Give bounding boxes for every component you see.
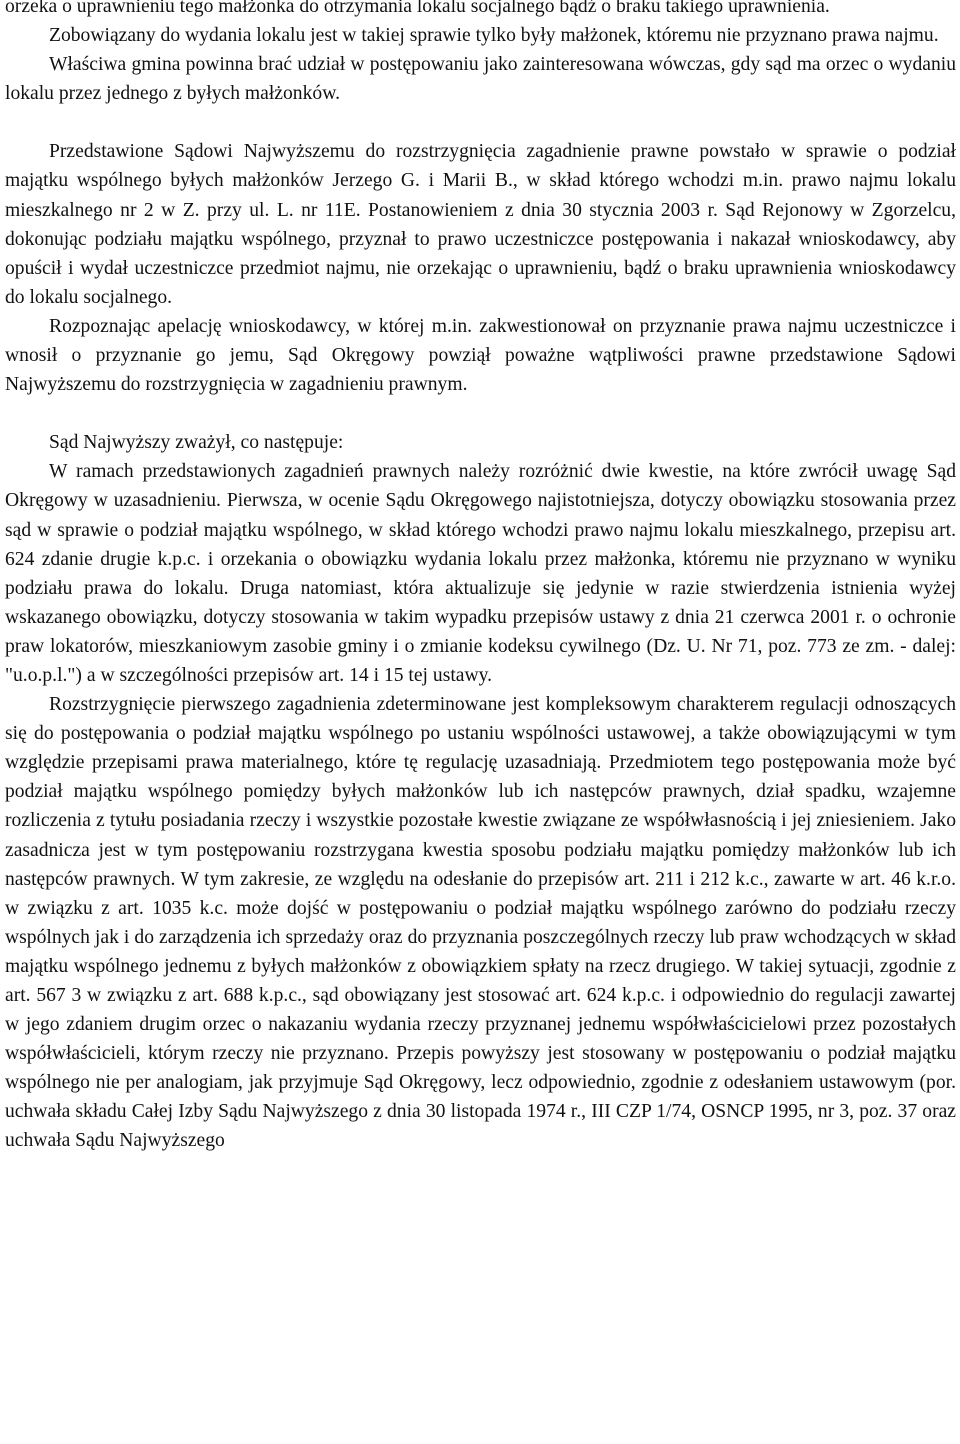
paragraph-court-considered: Sąd Najwyższy zważył, co następuje: — [49, 432, 344, 454]
paragraph-two-issues: W ramach przedstawionych zagadnień prawnych należy rozróżnić dwie kwestie, na które zwrócił uwagę Sąd Okręgowy w uzasadnieniu. Pierwsza, w ocenie Sądu Okręgowego najistotniejsza, dotyczy obowiązku stosowania przez sąd w sprawie o podział majątku wspólnego, w skład którego wchodzi prawo najmu lokalu mieszkalnego, przepisu art. 624 zdanie drugie k.p.c. i orzekania o obowiązku wydania lokalu przez małżonka, któremu nie przyznano w wyniku podziału prawa do lokalu. Druga natomiast, która aktualizuje się jedynie w razie stwierdzenia istnienia wyżej wskazanego obowiązku, dotyczy stosowania w takim wypadku przepisów ustawy z dnia 21 czerwca 2001 r. o ochronie praw lokatorów, mieszkaniowym zasobie gminy i o zmianie kodeksu cywilnego (Dz. U. Nr 71, poz. 773 ze zm. - dalej: "u.o.p.l.") a w szczególności przepisów art. 14 i 15 tej ustawy. — [5, 461, 956, 686]
paragraph-continuation: orzeka o uprawnieniu tego małżonka do otrzymania lokalu socjalnego bądź o braku takiego uprawnienia. — [5, 0, 830, 17]
paragraph-first-issue-resolution: Rozstrzygnięcie pierwszego zagadnienia zdeterminowane jest kompleksowym charakterem regulacji odnoszących się do postępowania o podział majątku wspólnego po ustaniu wspólności ustawowej, a także obowiązującymi w tym względzie przepisami prawa materialnego, które tę regulację uzasadniają. Przedmiotem tego postępowania może być podział majątku wspólnego pomiędzy byłych małżonków lub ich następców prawnych, dział spadku, wzajemne rozliczenia z tytułu posiadania rzeczy i wszystkie pozostałe kwestie związane ze współwłasnością i jej zniesieniem. Jako zasadnicza jest w tym postępowaniu rozstrzygana kwestia sposobu podziału majątku pomiędzy małżonków lub ich następców prawnych. W tym zakresie, ze względu na odesłanie do przepisów art. 211 i 212 k.c., zawarte w art. 46 k.r.o. w związku z art. 1035 k.c. może dojść w postępowaniu o podział majątku wspólnego zarówno do podziału rzeczy wspólnych jak i do zarządzenia ich sprzedaży oraz do przyznania poszczególnych rzeczy lub praw wchodzących w skład majątku wspólnego jednemu z byłych małżonków z obowiązkiem spłaty na rzecz drugiego. W takiej sytuacji, zgodnie z art. 567 3 w związku z art. 688 k.p.c., sąd obowiązany jest stosować art. 624 k.p.c. i odpowiednio do regulacji zawartej w jego zdaniem drugim orzec o nakazaniu wydania rzeczy przyznanej jednemu współwłaścicielowi przez pozostałych współwłaścicieli, którym rzeczy nie przyznano. Przepis powyższy jest stosowany w postępowaniu o podział majątku wspólnego nie per analogiam, jak przyjmuje Sąd Okręgowy, lecz odpowiednio, zgodnie z odesłaniem ustawowym (por. uchwała składu Całej Izby Sądu Najwyższego z dnia 30 listopada 1974 r., III CZP 1/74, OSNCP 1995, nr 3, poz. 37 oraz uchwała Sądu Najwyższego — [5, 694, 956, 1152]
paragraph-municipality: Właściwa gmina powinna brać udział w postępowaniu jako zainteresowana wówczas, gdy sąd ma orzec o wydaniu lokalu przez jednego z byłych małżonków. — [5, 54, 956, 105]
paragraph-obligated-party: Zobowiązany do wydania lokalu jest w takiej sprawie tylko były małżonek, któremu nie przyznano prawa najmu. — [49, 25, 939, 47]
paragraph-appeal: Rozpoznając apelację wnioskodawcy, w której m.in. zakwestionował on przyznanie prawa najmu uczestniczce i wnosił o przyznanie go jemu, Sąd Okręgowy powziął poważne wątpliwości prawne przedstawione Sądowi Najwyższemu do rozstrzygnięcia w zagadnieniu prawnym. — [5, 315, 956, 396]
paragraph-case-facts: Przedstawione Sądowi Najwyższemu do rozstrzygnięcia zagadnienie prawne powstało w sprawie o podział majątku wspólnego byłych małżonków Jerzego G. i Marii B., w skład którego wchodzi m.in. prawo najmu lokalu mieszkalnego nr 2 w Z. przy ul. L. nr 11E. Postanowieniem z dnia 30 stycznia 2003 r. Sąd Rejonowy w Zgorzelcu, dokonując podziału majątku wspólnego, przyznał to prawo uczestniczce postępowania i nakazał wnioskodawcy, aby opuścił i wydał uczestniczce przedmiot najmu, nie orzekając o uprawnieniu, bądź o braku uprawnienia wnioskodawcy do lokalu socjalnego. — [5, 141, 956, 308]
